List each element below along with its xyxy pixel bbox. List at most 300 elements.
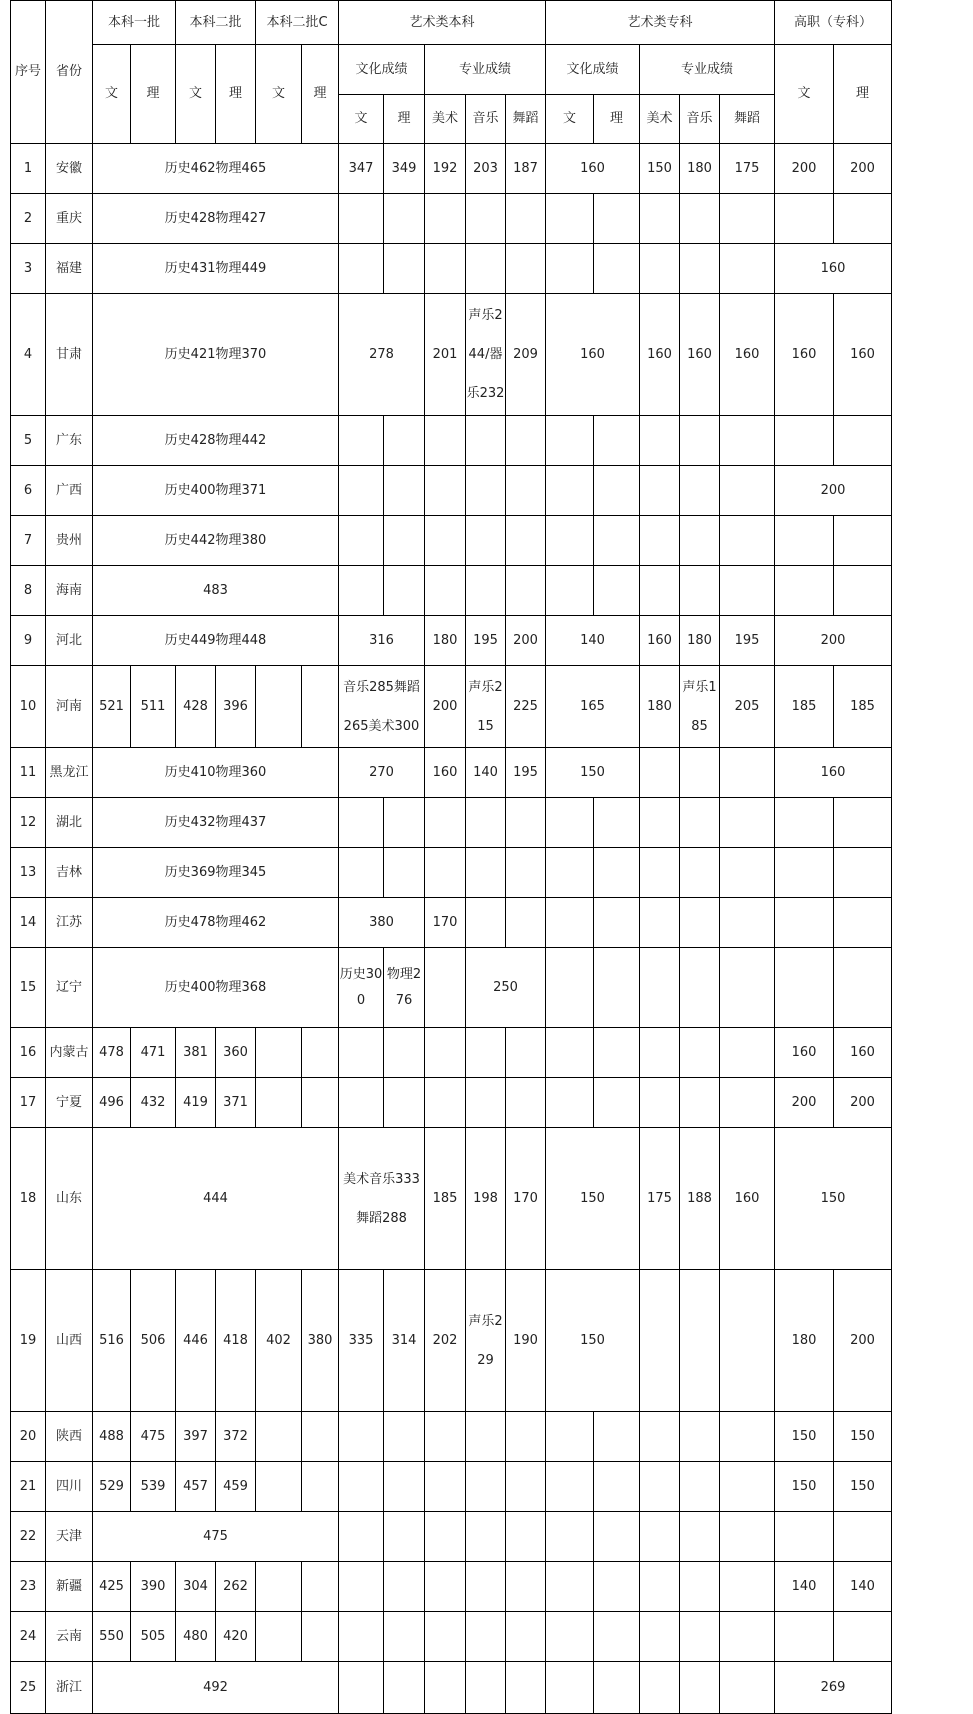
gaozhi-li [834, 848, 892, 898]
gaozhi-wen [775, 194, 834, 244]
art-zhuanke-meishu [640, 1028, 680, 1078]
art-benke-meishu: 185 [425, 1128, 466, 1270]
art-zhuanke-meishu [640, 1612, 680, 1662]
art-benke-li [384, 1612, 425, 1662]
art-zhuanke-meishu [640, 194, 680, 244]
header-benke2c: 本科二批C [256, 1, 339, 45]
gaozhi-li [834, 566, 892, 616]
table-row [11, 1512, 892, 1562]
art-zhuanke-li [594, 416, 640, 466]
gaozhi-li [834, 798, 892, 848]
art-zhuanke-yinyue: 180 [680, 144, 720, 194]
table-row [11, 466, 892, 516]
art-zhuanke-wudao [720, 1662, 775, 1714]
batch-scores: 历史462物理465 [93, 144, 339, 194]
gaozhi-wen [775, 798, 834, 848]
art-zhuanke-yinyue [680, 1078, 720, 1128]
art-benke-wudao: 225 [506, 666, 546, 748]
art-benke-wenhua: 380 [339, 898, 425, 948]
batch-scores: 历史421物理370 [93, 294, 339, 416]
art-zhuanke-wudao [720, 566, 775, 616]
art-zhuanke-wen [546, 466, 594, 516]
benke1-li: 506 [131, 1270, 176, 1412]
gaozhi-wen: 160 [775, 1028, 834, 1078]
art-benke-li [384, 1512, 425, 1562]
art-zhuanke-meishu [640, 516, 680, 566]
header-wen: 文 [339, 95, 384, 144]
art-zhuanke-yinyue [680, 1412, 720, 1462]
batch-scores: 历史428物理427 [93, 194, 339, 244]
row-number: 13 [11, 848, 46, 898]
benke2-wen: 304 [176, 1562, 216, 1612]
art-zhuanke-yinyue [680, 566, 720, 616]
header-wenhua: 文化成绩 [339, 45, 425, 95]
benke1-li: 432 [131, 1078, 176, 1128]
art-benke-wudao [506, 244, 546, 294]
art-zhuanke-li [594, 466, 640, 516]
table-row [11, 144, 892, 194]
batch-scores: 历史449物理448 [93, 616, 339, 666]
art-benke-meishu [425, 244, 466, 294]
gaozhi-li: 200 [834, 1078, 892, 1128]
header-li: 理 [131, 45, 176, 144]
batch-scores: 历史431物理449 [93, 244, 339, 294]
art-zhuanke-li [594, 1562, 640, 1612]
row-number: 25 [11, 1662, 46, 1714]
row-province: 广西 [46, 466, 93, 516]
art-zhuanke-yinyue [680, 194, 720, 244]
art-benke-wudao: 209 [506, 294, 546, 416]
benke2c-wen [256, 666, 302, 748]
benke1-li: 511 [131, 666, 176, 748]
art-zhuanke-wen [546, 1562, 594, 1612]
benke1-wen: 478 [93, 1028, 131, 1078]
gaozhi-li: 150 [834, 1412, 892, 1462]
batch-scores: 历史410物理360 [93, 748, 339, 798]
row-number: 21 [11, 1462, 46, 1512]
row-number: 11 [11, 748, 46, 798]
art-zhuanke-meishu [640, 1462, 680, 1512]
batch-scores: 历史400物理371 [93, 466, 339, 516]
art-zhuanke-yinyue: 160 [680, 294, 720, 416]
art-benke-meishu [425, 1078, 466, 1128]
benke2c-li: 380 [302, 1270, 339, 1412]
benke2c-wen [256, 1078, 302, 1128]
art-zhuanke-meishu [640, 416, 680, 466]
art-zhuanke-wen [546, 1512, 594, 1562]
row-number: 12 [11, 798, 46, 848]
art-benke-wenhua: 316 [339, 616, 425, 666]
art-benke-wudao: 170 [506, 1128, 546, 1270]
art-benke-meishu [425, 1562, 466, 1612]
art-zhuanke-wen [546, 948, 594, 1028]
art-benke-wudao [506, 516, 546, 566]
art-benke-yinyue: 198 [466, 1128, 506, 1270]
row-number: 18 [11, 1128, 46, 1270]
row-number: 20 [11, 1412, 46, 1462]
benke2-li: 372 [216, 1412, 256, 1462]
row-number: 7 [11, 516, 46, 566]
art-benke-wen: 历史300 [339, 948, 384, 1028]
header-yinyue: 音乐 [466, 95, 506, 144]
art-zhuanke-yinyue [680, 1270, 720, 1412]
art-zhuanke-wudao [720, 1412, 775, 1462]
row-number: 23 [11, 1562, 46, 1612]
benke2c-li [302, 1078, 339, 1128]
art-benke-yinyue: 203 [466, 144, 506, 194]
gaozhi-li: 185 [834, 666, 892, 748]
art-zhuanke-yinyue [680, 948, 720, 1028]
art-benke-yinyue [466, 1028, 506, 1078]
table-row [11, 748, 892, 798]
art-benke-li [384, 466, 425, 516]
art-benke-wudao [506, 1612, 546, 1662]
art-zhuanke-wen [546, 1412, 594, 1462]
art-zhuanke-li [594, 1662, 640, 1714]
benke1-li: 539 [131, 1462, 176, 1512]
row-province: 甘肃 [46, 294, 93, 416]
art-benke-wenhua: 270 [339, 748, 425, 798]
row-province: 辽宁 [46, 948, 93, 1028]
art-benke-yinyue: 声乐244/器乐232 [466, 294, 506, 416]
table-row [11, 1462, 892, 1512]
art-benke-li: 349 [384, 144, 425, 194]
art-zhuanke-wen [546, 1662, 594, 1714]
gaozhi-wen: 150 [775, 1412, 834, 1462]
art-zhuanke-wen [546, 566, 594, 616]
art-zhuanke-yinyue [680, 1662, 720, 1714]
gaozhi-li: 200 [834, 1270, 892, 1412]
art-zhuanke-yinyue: 声乐185 [680, 666, 720, 748]
art-zhuanke-li [594, 1028, 640, 1078]
art-zhuanke-wen [546, 516, 594, 566]
art-benke-yinyue [466, 1612, 506, 1662]
header-yinyue: 音乐 [680, 95, 720, 144]
batch-scores: 492 [93, 1662, 339, 1714]
art-benke-wen [339, 516, 384, 566]
art-zhuanke-meishu [640, 1412, 680, 1462]
art-zhuanke-wudao [720, 1028, 775, 1078]
row-number: 15 [11, 948, 46, 1028]
art-zhuanke-wen [546, 1462, 594, 1512]
art-benke-meishu [425, 1462, 466, 1512]
art-benke-yinyue [466, 1562, 506, 1612]
art-zhuanke-li [594, 1612, 640, 1662]
gaozhi-score: 160 [775, 244, 892, 294]
art-benke-wudao [506, 1562, 546, 1612]
table-row [11, 516, 892, 566]
art-benke-meishu [425, 848, 466, 898]
art-benke-wudao [506, 466, 546, 516]
benke2c-wen [256, 1562, 302, 1612]
benke2-wen: 381 [176, 1028, 216, 1078]
art-zhuanke-meishu: 175 [640, 1128, 680, 1270]
art-benke-yinyue: 140 [466, 748, 506, 798]
art-zhuanke-yinyue [680, 1028, 720, 1078]
art-zhuanke-wen [546, 898, 594, 948]
art-benke-wudao [506, 1412, 546, 1462]
gaozhi-li [834, 1512, 892, 1562]
row-province: 浙江 [46, 1662, 93, 1714]
art-benke-wen [339, 1462, 384, 1512]
score-table [10, 0, 892, 1714]
header-wen: 文 [256, 45, 302, 144]
benke2-wen: 480 [176, 1612, 216, 1662]
row-province: 吉林 [46, 848, 93, 898]
art-benke-li [384, 848, 425, 898]
gaozhi-li [834, 898, 892, 948]
benke2-wen: 428 [176, 666, 216, 748]
art-benke-wen [339, 1412, 384, 1462]
row-number: 16 [11, 1028, 46, 1078]
art-benke-wenhua: 美术音乐333舞蹈288 [339, 1128, 425, 1270]
benke2-wen: 457 [176, 1462, 216, 1512]
header-seq: 序号 [11, 1, 46, 144]
art-zhuanke-wudao [720, 848, 775, 898]
art-zhuanke-li [594, 566, 640, 616]
row-province: 湖北 [46, 798, 93, 848]
art-benke-yinyue [466, 1462, 506, 1512]
gaozhi-wen: 200 [775, 1078, 834, 1128]
art-benke-wudao: 187 [506, 144, 546, 194]
row-number: 9 [11, 616, 46, 666]
row-province: 重庆 [46, 194, 93, 244]
art-zhuanke-meishu [640, 1078, 680, 1128]
header-wen: 文 [93, 45, 131, 144]
header-zhuanye: 专业成绩 [640, 45, 775, 95]
art-zhuanke-wen [546, 1078, 594, 1128]
art-zhuanke-wenhua: 160 [546, 144, 640, 194]
art-benke-li [384, 1462, 425, 1512]
art-benke-meishu: 192 [425, 144, 466, 194]
table-row [11, 244, 892, 294]
benke2c-wen [256, 1028, 302, 1078]
art-zhuanke-meishu [640, 466, 680, 516]
row-province: 陕西 [46, 1412, 93, 1462]
art-zhuanke-wudao [720, 1512, 775, 1562]
header-li: 理 [216, 45, 256, 144]
art-zhuanke-wen [546, 1612, 594, 1662]
row-province: 山东 [46, 1128, 93, 1270]
art-benke-wen [339, 416, 384, 466]
art-zhuanke-wudao [720, 1612, 775, 1662]
benke1-wen: 496 [93, 1078, 131, 1128]
row-number: 3 [11, 244, 46, 294]
table-row [11, 798, 892, 848]
art-zhuanke-li [594, 1462, 640, 1512]
art-zhuanke-li [594, 1512, 640, 1562]
art-benke-yinyue [466, 898, 506, 948]
art-benke-wudao: 195 [506, 748, 546, 798]
table-row [11, 294, 892, 416]
art-zhuanke-wudao [720, 1462, 775, 1512]
art-zhuanke-meishu: 180 [640, 666, 680, 748]
art-zhuanke-wudao: 175 [720, 144, 775, 194]
art-zhuanke-yinyue [680, 244, 720, 294]
row-province: 云南 [46, 1612, 93, 1662]
gaozhi-li: 160 [834, 1028, 892, 1078]
art-benke-yinyue [466, 848, 506, 898]
art-benke-meishu: 201 [425, 294, 466, 416]
art-zhuanke-yinyue [680, 798, 720, 848]
art-benke-li: 314 [384, 1270, 425, 1412]
benke2-li: 418 [216, 1270, 256, 1412]
art-benke-yinyue [466, 1662, 506, 1714]
art-benke-wudao [506, 1462, 546, 1512]
benke2-li: 459 [216, 1462, 256, 1512]
table-row [11, 1270, 892, 1412]
art-benke-meishu [425, 416, 466, 466]
row-number: 19 [11, 1270, 46, 1412]
art-benke-meishu: 200 [425, 666, 466, 748]
table-row [11, 566, 892, 616]
row-province: 海南 [46, 566, 93, 616]
art-zhuanke-meishu [640, 566, 680, 616]
art-benke-yinyue-wudao: 250 [466, 948, 546, 1028]
benke1-wen: 550 [93, 1612, 131, 1662]
benke2-li: 420 [216, 1612, 256, 1662]
benke2c-wen [256, 1462, 302, 1512]
art-zhuanke-li [594, 244, 640, 294]
art-zhuanke-yinyue [680, 898, 720, 948]
art-benke-wen [339, 194, 384, 244]
header-benke2: 本科二批 [176, 1, 256, 45]
gaozhi-score: 150 [775, 1128, 892, 1270]
header-art-zhuanke: 艺术类专科 [546, 1, 775, 45]
row-province: 安徽 [46, 144, 93, 194]
art-benke-wen: 335 [339, 1270, 384, 1412]
art-benke-wudao: 200 [506, 616, 546, 666]
gaozhi-li [834, 1612, 892, 1662]
art-zhuanke-meishu [640, 244, 680, 294]
row-number: 5 [11, 416, 46, 466]
benke1-wen: 529 [93, 1462, 131, 1512]
art-benke-li [384, 1562, 425, 1612]
gaozhi-li [834, 516, 892, 566]
art-zhuanke-meishu [640, 1662, 680, 1714]
art-benke-yinyue: 声乐229 [466, 1270, 506, 1412]
row-number: 2 [11, 194, 46, 244]
gaozhi-score: 200 [775, 466, 892, 516]
art-zhuanke-yinyue [680, 1612, 720, 1662]
art-benke-yinyue [466, 244, 506, 294]
art-benke-meishu [425, 1412, 466, 1462]
art-benke-wen [339, 1028, 384, 1078]
art-benke-yinyue [466, 1078, 506, 1128]
art-benke-wudao [506, 1662, 546, 1714]
benke2c-li [302, 1028, 339, 1078]
art-zhuanke-wen [546, 194, 594, 244]
art-benke-wen [339, 1662, 384, 1714]
batch-scores: 历史400物理368 [93, 948, 339, 1028]
art-zhuanke-wudao: 195 [720, 616, 775, 666]
art-zhuanke-wudao [720, 416, 775, 466]
art-benke-wen [339, 1562, 384, 1612]
art-benke-meishu [425, 1612, 466, 1662]
gaozhi-wen [775, 566, 834, 616]
gaozhi-score: 269 [775, 1662, 892, 1714]
gaozhi-wen [775, 416, 834, 466]
art-benke-meishu [425, 516, 466, 566]
row-province: 新疆 [46, 1562, 93, 1612]
art-benke-yinyue [466, 798, 506, 848]
art-benke-wen [339, 1612, 384, 1662]
art-benke-meishu: 202 [425, 1270, 466, 1412]
benke2c-li [302, 1412, 339, 1462]
batch-scores: 475 [93, 1512, 339, 1562]
table-row [11, 1128, 892, 1270]
art-benke-li: 物理276 [384, 948, 425, 1028]
table-row [11, 416, 892, 466]
benke2c-li [302, 1462, 339, 1512]
row-province: 山西 [46, 1270, 93, 1412]
gaozhi-li [834, 194, 892, 244]
row-province: 河北 [46, 616, 93, 666]
row-number: 14 [11, 898, 46, 948]
art-benke-meishu [425, 1662, 466, 1714]
table-row [11, 666, 892, 748]
art-zhuanke-meishu [640, 748, 680, 798]
art-zhuanke-li [594, 798, 640, 848]
art-zhuanke-wudao [720, 466, 775, 516]
header-meishu: 美术 [640, 95, 680, 144]
art-benke-li [384, 516, 425, 566]
gaozhi-li [834, 948, 892, 1028]
benke2-wen: 446 [176, 1270, 216, 1412]
gaozhi-wen: 200 [775, 144, 834, 194]
art-zhuanke-li [594, 948, 640, 1028]
art-zhuanke-wudao: 160 [720, 294, 775, 416]
art-zhuanke-meishu [640, 798, 680, 848]
row-province: 黑龙江 [46, 748, 93, 798]
header-li: 理 [302, 45, 339, 144]
art-benke-meishu: 170 [425, 898, 466, 948]
art-benke-wudao [506, 898, 546, 948]
art-benke-yinyue: 声乐215 [466, 666, 506, 748]
table-row [11, 848, 892, 898]
art-zhuanke-li [594, 194, 640, 244]
header-wudao: 舞蹈 [506, 95, 546, 144]
art-zhuanke-wudao [720, 1562, 775, 1612]
art-benke-wudao [506, 1028, 546, 1078]
gaozhi-wen: 185 [775, 666, 834, 748]
gaozhi-wen [775, 1512, 834, 1562]
art-benke-wen [339, 244, 384, 294]
art-zhuanke-meishu: 160 [640, 616, 680, 666]
art-zhuanke-yinyue [680, 1462, 720, 1512]
table-row [11, 194, 892, 244]
row-number: 4 [11, 294, 46, 416]
gaozhi-li: 200 [834, 144, 892, 194]
art-zhuanke-wen [546, 1028, 594, 1078]
benke1-wen: 488 [93, 1412, 131, 1462]
art-benke-wen [339, 566, 384, 616]
table-row [11, 1412, 892, 1462]
art-benke-meishu [425, 1028, 466, 1078]
gaozhi-wen [775, 516, 834, 566]
art-benke-wen [339, 848, 384, 898]
art-zhuanke-meishu [640, 1562, 680, 1612]
art-zhuanke-yinyue [680, 516, 720, 566]
art-benke-wen [339, 1078, 384, 1128]
art-benke-wudao [506, 194, 546, 244]
art-zhuanke-yinyue [680, 748, 720, 798]
header-meishu: 美术 [425, 95, 466, 144]
art-zhuanke-wudao: 160 [720, 1128, 775, 1270]
benke1-li: 505 [131, 1612, 176, 1662]
art-zhuanke-wudao [720, 748, 775, 798]
benke2-li: 371 [216, 1078, 256, 1128]
